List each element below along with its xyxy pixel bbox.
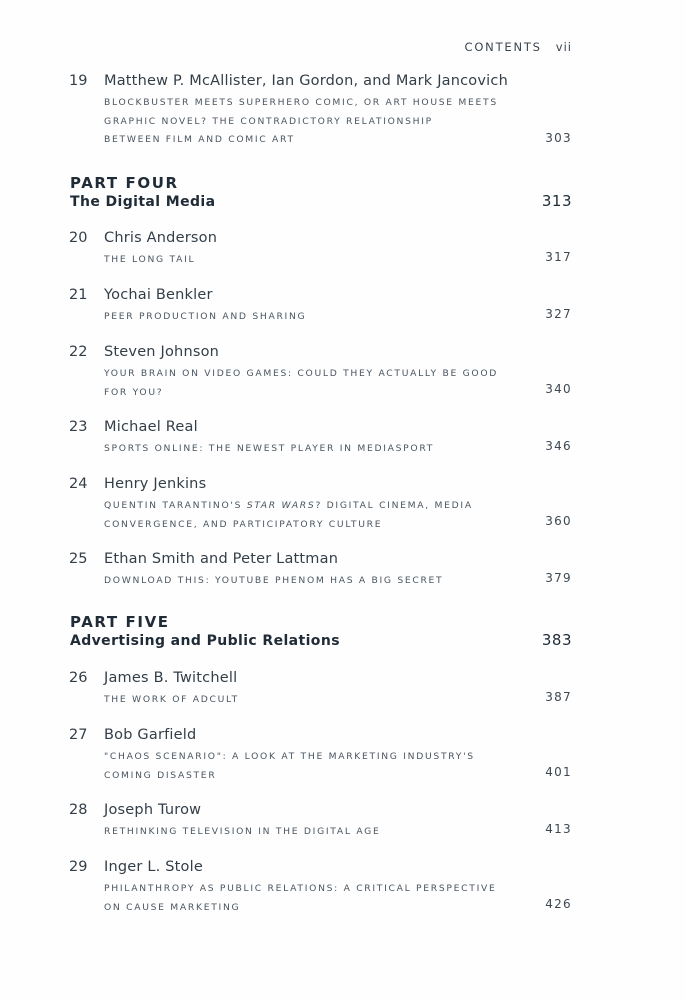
- chapter-page-number: 413: [545, 822, 572, 836]
- chapter-number: 28: [69, 802, 88, 818]
- chapter-author: Michael Real: [104, 419, 198, 435]
- running-header-label: CONTENTS: [464, 40, 542, 54]
- chapter-number: 24: [69, 476, 88, 492]
- running-header-page-number: vii: [555, 40, 572, 54]
- chapter-page-number: 426: [545, 897, 572, 911]
- chapter-number: 19: [69, 73, 88, 89]
- chapter-page-number: 340: [545, 382, 572, 396]
- chapter-page-number: 401: [545, 765, 572, 779]
- chapter-page-number: 346: [545, 439, 572, 453]
- part-title: The Digital Media: [70, 194, 216, 210]
- chapter-number: 20: [69, 230, 88, 246]
- chapter-title: THE LONG TAIL: [104, 254, 196, 265]
- chapter-author: Inger L. Stole: [104, 859, 203, 875]
- chapter-number: 22: [69, 344, 88, 360]
- chapter-title: YOUR BRAIN ON VIDEO GAMES: COULD THEY ACTUALLY BE GOOD FOR YOU?: [104, 368, 499, 398]
- chapter-author: James B. Twitchell: [104, 670, 238, 686]
- chapter-author: Ethan Smith and Peter Lattman: [104, 551, 339, 567]
- chapter-author: Chris Anderson: [104, 230, 218, 246]
- chapter-title: QUENTIN TARANTINO'S STAR WARS? DIGITAL CINEMA, MEDIA CONVERGENCE, AND PARTICIPATORY CULTURE: [104, 500, 473, 530]
- chapter-title: THE WORK OF ADCULT: [104, 694, 239, 705]
- part-page-number: 313: [541, 192, 572, 210]
- chapter-number: 25: [69, 551, 88, 567]
- chapter-title: SPORTS ONLINE: THE NEWEST PLAYER IN MEDIASPORT: [104, 443, 435, 454]
- chapter-number: 26: [69, 670, 88, 686]
- chapter-title: RETHINKING TELEVISION IN THE DIGITAL AGE: [104, 826, 381, 837]
- chapter-page-number: 379: [545, 571, 572, 585]
- chapter-page-number: 327: [545, 307, 572, 321]
- chapter-page-number: 303: [545, 131, 572, 145]
- part-label: PART FOUR: [70, 174, 179, 192]
- chapter-page-number: 360: [545, 514, 572, 528]
- chapter-title: PHILANTHROPY AS PUBLIC RELATIONS: A CRITICAL PERSPECTIVE ON CAUSE MARKETING: [104, 883, 497, 913]
- chapter-author: Joseph Turow: [104, 802, 202, 818]
- chapter-page-number: 387: [545, 690, 572, 704]
- chapter-title: BLOCKBUSTER MEETS SUPERHERO COMIC, OR ART HOUSE MEETS GRAPHIC NOVEL? THE CONTRADICTORY RELATIONSHIP BETWEEN FILM AND COMIC ART: [104, 97, 498, 145]
- part-label: PART FIVE: [70, 613, 170, 631]
- running-header: [464, 40, 572, 54]
- chapter-number: 29: [69, 859, 88, 875]
- chapter-number: 23: [69, 419, 88, 435]
- chapter-author: Henry Jenkins: [104, 476, 207, 492]
- chapter-page-number: 317: [545, 250, 572, 264]
- chapter-author: Bob Garfield: [104, 727, 197, 743]
- part-title: Advertising and Public Relations: [70, 633, 340, 649]
- chapter-title: "CHAOS SCENARIO": A LOOK AT THE MARKETING INDUSTRY'S COMING DISASTER: [104, 751, 475, 781]
- chapter-author: Steven Johnson: [104, 344, 220, 360]
- chapter-number: 27: [69, 727, 88, 743]
- film-title-italic: STAR WARS: [246, 500, 316, 511]
- chapter-title: PEER PRODUCTION AND SHARING: [104, 311, 307, 322]
- part-page-number: 383: [541, 631, 572, 649]
- chapter-author: Yochai Benkler: [104, 287, 213, 303]
- chapter-number: 21: [69, 287, 88, 303]
- chapter-title: DOWNLOAD THIS: YOUTUBE PHENOM HAS A BIG SECRET: [104, 575, 444, 586]
- chapter-author: Matthew P. McAllister, Ian Gordon, and Mark Jancovich: [104, 73, 508, 89]
